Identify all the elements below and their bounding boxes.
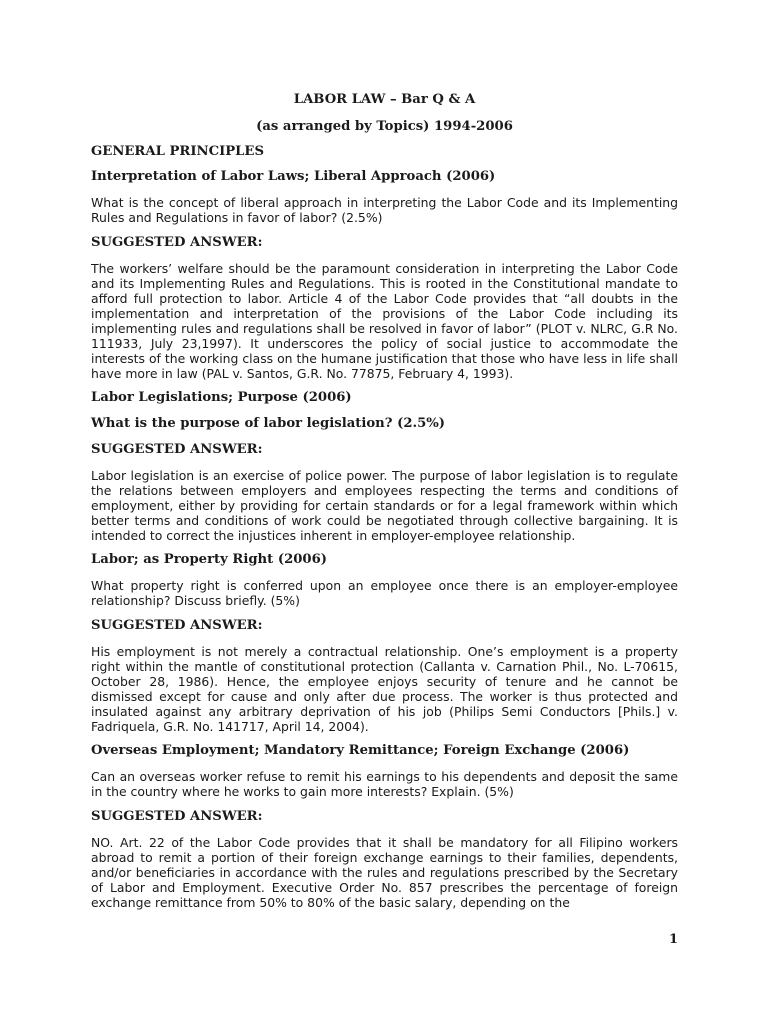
section-heading: GENERAL PRINCIPLES (91, 144, 265, 159)
suggested-answer-label: SUGGESTED ANSWER: (91, 618, 263, 633)
topic-heading: Labor Legislations; Purpose (2006) (91, 390, 352, 405)
answer-text: His employment is not merely a contractual relationship. One’s employment is a property right within the mantle of constitutional protection (Callanta v. Carnation Phil., No. L-70615, October 28, 1986). Hence, the employee enjoys security of tenure and he cannot be dismissed except for cause and only after due process. The worker is thus protected and insulated against any arbitrary deprivation of his job (Philips Semi Conductors [Phils.] v. Fadriquela, G.R. No. 141717, April 14, 2004). (91, 644, 678, 734)
answer-text: NO. Art. 22 of the Labor Code provides that it shall be mandatory for all Filipino workers abroad to remit a portion of their foreign exchange earnings to their families, dependents, and/or beneficiaries in accordance with the rules and regulations prescribed by the Secretary of Labor and Employment. Executive Order No. 857 prescribes the percentage of foreign exchange remittance from 50% to 80% of the basic salary, depending on the (91, 835, 678, 910)
document-body (91, 91, 678, 910)
suggested-answer-label: SUGGESTED ANSWER: (91, 809, 263, 824)
topic-heading: Interpretation of Labor Laws; Liberal Approach (2006) (91, 169, 496, 184)
page-number: 1 (668, 932, 678, 947)
question-text: Can an overseas worker refuse to remit his earnings to his dependents and deposit the same in the country where he works to gain more interests? Explain. (5%) (91, 769, 678, 799)
document-title: LABOR LAW – Bar Q & A (293, 92, 476, 107)
question-text: What property right is conferred upon an employee once there is an employer-employee relationship? Discuss briefly. (5%) (91, 578, 678, 608)
question-text: What is the purpose of labor legislation? (2.5%) (91, 416, 446, 431)
topic-heading: Overseas Employment; Mandatory Remittance; Foreign Exchange (2006) (91, 743, 630, 758)
suggested-answer-label: SUGGESTED ANSWER: (91, 235, 263, 250)
answer-text: The workers’ welfare should be the paramount consideration in interpreting the Labor Code and its Implementing Rules and Regulations. This is rooted in the Constitutional mandate to afford full protection to labor. Article 4 of the Labor Code provides that “all doubts in the implementation and interpretation of the provisions of the Labor Code including its implementing rules and regulations shall be resolved in favor of labor” (PLOT v. NLRC, G.R No. 111933, July 23,1997). It underscores the policy of social justice to accommodate the interests of the working class on the humane justification that those who have less in life shall have more in law (PAL v. Santos, G.R. No. 77875, February 4, 1993). (91, 261, 678, 381)
topic-heading: Labor; as Property Right (2006) (91, 552, 328, 567)
suggested-answer-label: SUGGESTED ANSWER: (91, 442, 263, 457)
answer-text: Labor legislation is an exercise of police power. The purpose of labor legislation is to regulate the relations between employers and employees respecting the terms and conditions of employment, either by providing for certain standards or for a legal framework within which better terms and conditions of work could be negotiated through collective bargaining. It is intended to correct the injustices inherent in employer-employee relationship. (91, 468, 678, 543)
question-text: What is the concept of liberal approach in interpreting the Labor Code and its Implementing Rules and Regulations in favor of labor? (2.5%) (91, 195, 678, 225)
document-subtitle: (as arranged by Topics) 1994-2006 (256, 119, 513, 134)
